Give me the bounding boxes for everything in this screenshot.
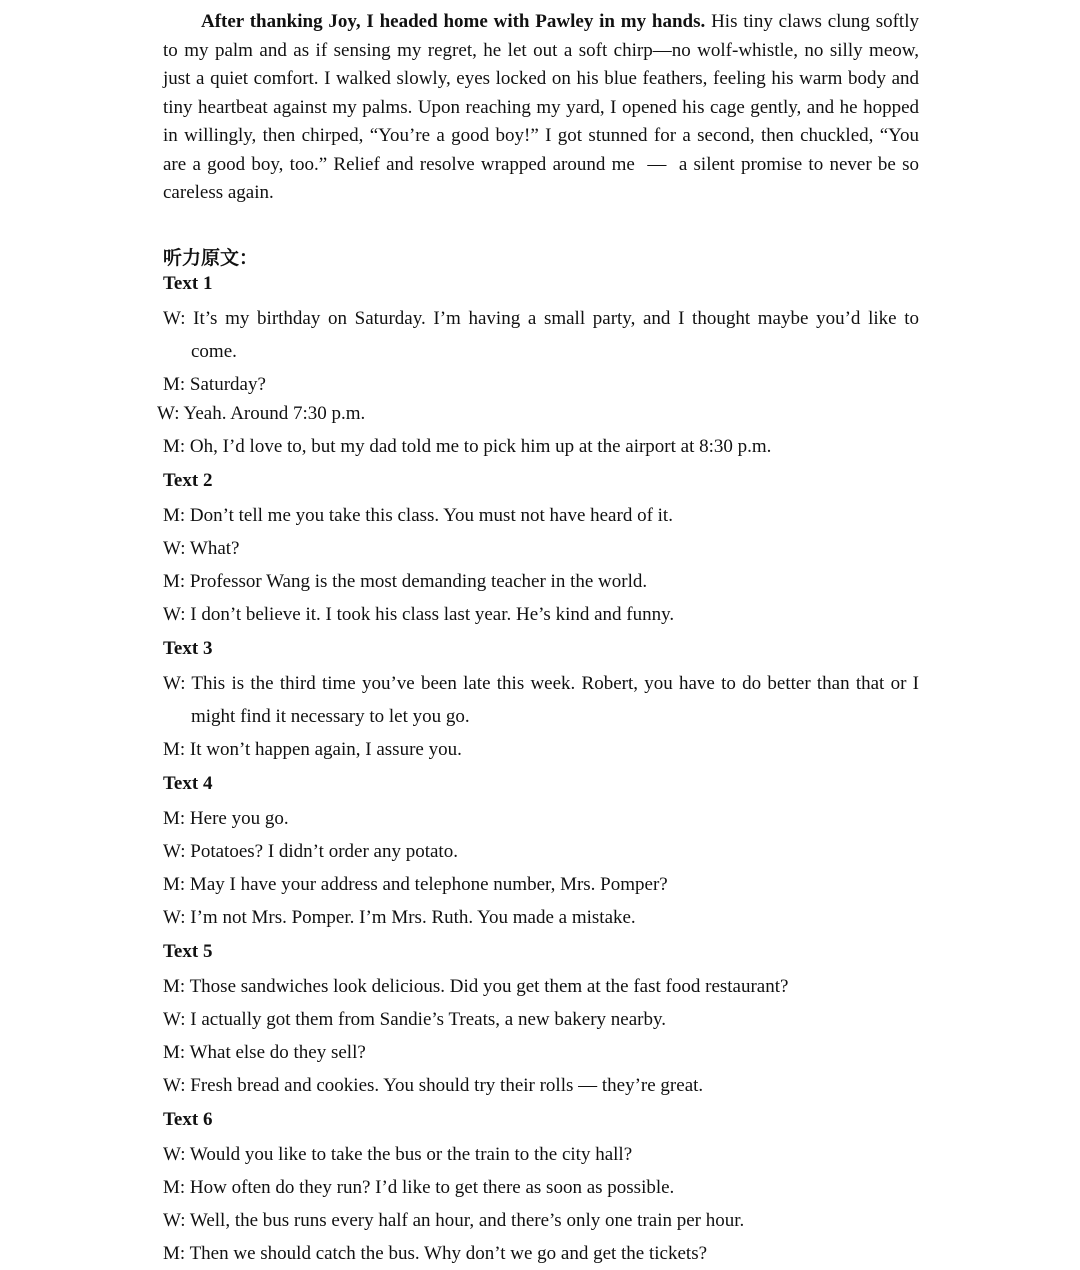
dialogue-line: M: Then we should catch the bus. Why don’t we go and get the tickets? — [163, 1242, 708, 1264]
transcript-heading: 听力原文： — [163, 246, 259, 269]
dialogue-line: W: Well, the bus runs every half an hour, and there’s only one train per hour. — [163, 1209, 745, 1231]
text-4-title: Text 4 — [163, 772, 213, 794]
story-paragraph — [163, 8, 919, 208]
dialogue-line: M: What else do they sell? — [163, 1041, 366, 1063]
dialogue-line: M: Those sandwiches look delicious. Did you get them at the fast food restaurant? — [163, 975, 789, 997]
text-6-title: Text 6 — [163, 1108, 213, 1130]
dialogue-line: W: What? — [163, 537, 240, 559]
document-page — [157, 8, 919, 1270]
dialogue-line: M: May I have your address and telephone number, Mrs. Pomper? — [163, 873, 668, 895]
dialogue-line: W: I actually got them from Sandie’s Treats, a new bakery nearby. — [163, 1008, 667, 1030]
text-2-title: Text 2 — [163, 469, 213, 491]
dialogue-line: W: Would you like to take the bus or the train to the city hall? — [163, 1143, 633, 1165]
text-5-title: Text 5 — [163, 940, 213, 962]
dialogue-line: M: It won’t happen again, I assure you. — [163, 738, 462, 760]
dialogue-line: W: I don’t believe it. I took his class last year. He’s kind and funny. — [163, 603, 675, 625]
story-bold-intro: After thanking Joy, I headed home with Pawley in my hands. — [201, 11, 706, 32]
dialogue-line: M: Here you go. — [163, 807, 289, 829]
dialogue-line: M: Professor Wang is the most demanding teacher in the world. — [163, 570, 648, 592]
dialogue-line: W: This is the third time you’ve been late this week. Robert, you have to do better than that or I might find it necessary to let you go. — [163, 672, 919, 727]
dialogue-line: W: Yeah. Around 7:30 p.m. — [157, 402, 366, 424]
text-1-title: Text 1 — [163, 272, 213, 294]
dialogue-line: M: Oh, I’d love to, but my dad told me to pick him up at the airport at 8:30 p.m. — [163, 435, 772, 457]
dialogue-line: M: Don’t tell me you take this class. You must not have heard of it. — [163, 504, 673, 526]
story-text: His tiny claws clung softly to my palm and as if sensing my regret, he let out a soft chirp—no wolf-whistle, no silly meow, just a quiet comfort. I walked slowly, eyes locked on his blue feathers, feeling his warm body and tiny heartbeat against my palms. Upon reaching my yard, I opened his cage gently, and he hopped in willingly, then chirped, “You’re a good boy!” I got stunned for a second, then chuckled, “You are a good boy, too.” Relief and resolve wrapped around me — a silent promise to never be so careless again. — [163, 11, 919, 203]
dialogue-line: M: Saturday? — [163, 373, 266, 395]
dialogue-line: M: How often do they run? I’d like to get there as soon as possible. — [163, 1176, 675, 1198]
text-3-title: Text 3 — [163, 637, 213, 659]
dialogue-line: W: Potatoes? I didn’t order any potato. — [163, 840, 458, 862]
dialogue-line: W: It’s my birthday on Saturday. I’m having a small party, and I thought maybe you’d like to come. — [163, 307, 919, 362]
dialogue-line: W: Fresh bread and cookies. You should try their rolls — they’re great. — [163, 1074, 704, 1096]
dialogue-line: W: I’m not Mrs. Pomper. I’m Mrs. Ruth. You made a mistake. — [163, 906, 636, 928]
